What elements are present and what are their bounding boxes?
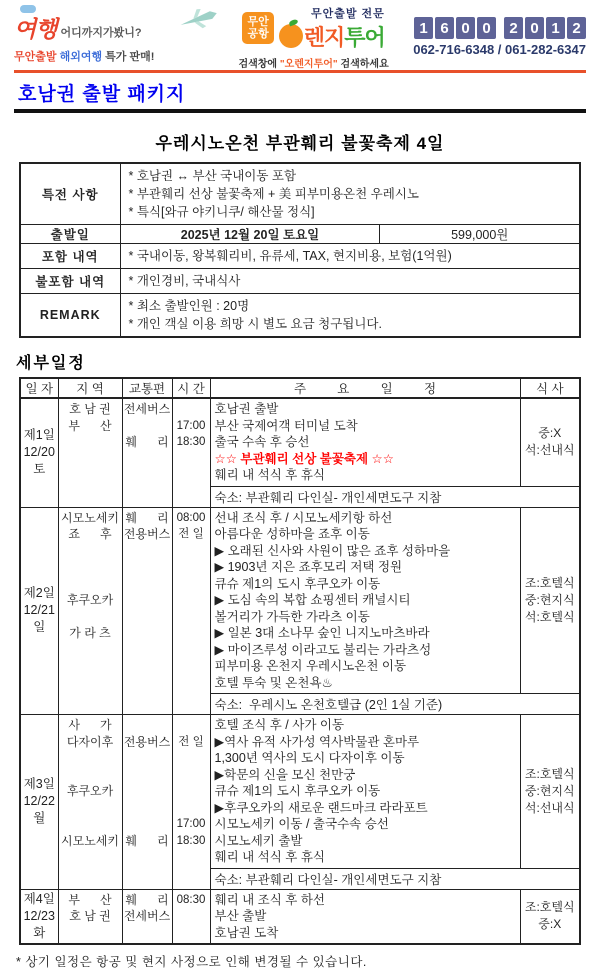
schedule-line: 호남권 도착 xyxy=(214,925,279,940)
region-line xyxy=(59,609,122,626)
day-date-line: 월 xyxy=(33,811,46,826)
subline-overseas: 해외여행 xyxy=(59,50,103,63)
schedule-line: 시모노세키 이동 / 출국수속 승선 xyxy=(214,817,389,831)
transport-line xyxy=(123,750,172,767)
schedule-line: 출국 수속 후 승선 xyxy=(214,435,310,449)
schedule-line: ▶ 일본 3대 소나무 숲인 니지노마츠바라 xyxy=(214,626,430,640)
day-date-line: 제1일 xyxy=(23,428,55,443)
black-divider xyxy=(14,109,586,113)
product-title: 우레시노온천 부관훼리 불꽃축제 4일 xyxy=(155,134,445,153)
day-regions xyxy=(58,398,122,507)
meal-line: 중:X xyxy=(538,426,562,441)
transport-line: 전세버스 xyxy=(123,909,171,923)
product-row-content xyxy=(120,269,580,294)
subline-depart: 무안출발 xyxy=(14,50,57,63)
region-line: 가 라 츠 xyxy=(69,626,111,640)
region-line: 시모노세키 xyxy=(61,510,119,525)
meal-line: 석:호텔식 xyxy=(524,609,575,624)
phone-digit: 2 xyxy=(567,17,586,39)
meal-line: 석:선내식 xyxy=(524,800,575,815)
transport-line: 전용버스 xyxy=(123,734,171,749)
region-line xyxy=(59,800,122,817)
day-row xyxy=(20,507,580,694)
region-line xyxy=(59,543,122,560)
schedule-line: ▶학문의 신을 모신 천만궁 xyxy=(214,767,356,782)
phone-digit: 0 xyxy=(456,17,475,39)
schedule-line: ▶ 마이즈루성 이라고도 불리는 가라츠성 xyxy=(214,642,432,657)
product-row-label: REMARK xyxy=(20,294,120,338)
day-schedule xyxy=(210,398,520,486)
product-line: * 최소 출발인원 : 20명 xyxy=(128,299,250,313)
day-date-line: 일 xyxy=(33,620,46,635)
agency-subline xyxy=(14,48,214,64)
brand-orange-text: 렌지 xyxy=(303,24,345,50)
time-line: 08:30 xyxy=(176,893,206,906)
product-line: * 개인경비, 국내식사 xyxy=(128,274,241,288)
day-meals xyxy=(520,889,580,944)
day-date xyxy=(20,889,58,944)
schedule-line: ▶후쿠오카의 새로운 랜드마크 라라포트 xyxy=(214,800,428,815)
transport-line xyxy=(123,783,172,800)
meal-line: 조:호텔식 xyxy=(524,575,575,590)
meal-line: 조:호텔식 xyxy=(524,900,575,915)
transport-line xyxy=(123,717,172,734)
phone-digit: 6 xyxy=(435,17,454,39)
day-schedule xyxy=(210,507,520,694)
product-row xyxy=(20,225,580,244)
footnote: * 상기 일정은 항공 및 현지 사정으로 인해 변경될 수 있습니다. xyxy=(16,955,367,969)
day-date-line: 12/23 xyxy=(23,908,55,923)
product-row xyxy=(20,244,580,269)
day-transports xyxy=(122,507,172,715)
region-line: 다자이후 xyxy=(66,734,114,749)
day-regions xyxy=(58,715,122,890)
schedule-line: 부산 출발 xyxy=(214,909,267,923)
phone-digit: 0 xyxy=(477,17,496,39)
day-date xyxy=(20,398,58,507)
product-row-label: 불포함 내역 xyxy=(20,269,120,294)
day-meals xyxy=(520,398,580,486)
region-line: 부 산 xyxy=(68,418,112,433)
transport-line xyxy=(123,767,172,784)
region-line: 호 남 권 xyxy=(69,909,111,923)
schedule-line: ▶역사 유적 사가성 역사박물관 혼마루 xyxy=(214,734,420,749)
region-line xyxy=(59,559,122,576)
day-schedule xyxy=(210,715,520,869)
cloud-icon xyxy=(20,5,36,13)
orangetour-logo xyxy=(238,5,388,70)
itinerary-table xyxy=(19,377,581,945)
phone-digits xyxy=(414,17,586,39)
day-transports xyxy=(122,715,172,890)
column-header: 식 사 xyxy=(520,378,580,398)
time-line: 전 일 xyxy=(178,528,204,540)
search-hint xyxy=(238,55,388,70)
schedule-line: 시모노세키 출발 xyxy=(214,833,303,848)
day-date-line: 제2일 xyxy=(23,586,55,601)
day-date-line: 제4일 xyxy=(23,891,55,906)
day-date-line: 제3일 xyxy=(23,777,55,792)
schedule-line: 큐슈 제1의 도시 후쿠오카 이동 xyxy=(214,576,381,591)
product-line: * 부관훼리 선상 불꽃축제 + 美 피부미용온천 우레시노 xyxy=(128,187,419,201)
meal-line: 석:선내식 xyxy=(524,443,575,458)
badge-line1: 무안 xyxy=(247,16,269,28)
product-row-label: 특전 사항 xyxy=(20,163,120,225)
agency-tagline: 어디까지가봤니? xyxy=(60,26,142,39)
lodging-info: 숙소: 부관훼리 다인실- 개인세면도구 지참 xyxy=(210,486,580,507)
day-date xyxy=(20,507,58,715)
day-transports xyxy=(122,398,172,507)
product-line: * 특식[와규 야키니쿠/ 해산물 정식] xyxy=(128,205,315,219)
schedule-line: ▶ 도심 속의 복합 쇼핑센터 캐널시티 xyxy=(214,593,411,607)
column-header: 시 간 xyxy=(172,378,210,398)
region-line: 죠 후 xyxy=(68,527,112,541)
transport-line: 훼 리 xyxy=(125,892,169,907)
schedule-line: 훼리 내 조식 후 하선 xyxy=(214,892,325,907)
meal-line: 조:호텔식 xyxy=(524,766,575,781)
orange-icon xyxy=(279,24,303,48)
region-line xyxy=(59,767,122,784)
product-row xyxy=(20,294,580,338)
product-line: * 호남권 ↔ 부산 국내이동 포함 xyxy=(128,169,297,183)
airplane-icon xyxy=(178,7,220,38)
day-times xyxy=(172,398,210,507)
schedule-line: 호텔 투숙 및 온천욕♨ xyxy=(214,675,333,690)
meal-line: 중:현지식 xyxy=(524,783,575,798)
schedule-line: 호텔 조식 후 / 사가 이동 xyxy=(214,718,345,732)
phone-numbers: 062-716-6348 / 061-282-6347 xyxy=(413,42,586,57)
day-date-line: 토 xyxy=(33,462,46,477)
region-line: 후쿠오카 xyxy=(66,784,114,798)
badge-line2: 공항 xyxy=(247,28,269,40)
day-date-line: 12/22 xyxy=(23,794,55,809)
day-times xyxy=(172,715,210,890)
product-row-content xyxy=(120,163,580,225)
brand-green-text: 투어 xyxy=(344,24,385,50)
agency-logo xyxy=(14,11,214,64)
product-table xyxy=(19,162,581,338)
region-line: 호 남 권 xyxy=(69,402,111,416)
schedule-line: 1,300년 역사의 도시 다자이후 이동 xyxy=(214,751,405,765)
time-line: 08:00 xyxy=(176,511,206,524)
transport-line xyxy=(123,418,172,435)
time-line xyxy=(173,401,210,418)
region-line: 시모노세키 xyxy=(61,833,119,848)
schedule-line: ▶ 오래된 신사와 사원이 많은 죠후 성하마을 xyxy=(214,543,451,558)
day-row xyxy=(20,715,580,869)
transport-line: 훼 리 xyxy=(125,833,169,848)
phone-digit: 1 xyxy=(414,17,433,39)
transport-line xyxy=(123,816,172,833)
phone-digit: 0 xyxy=(525,17,544,39)
schedule-line: 훼리 내 석식 후 휴식 xyxy=(214,850,325,864)
time-line: 전 일 xyxy=(178,735,204,748)
transport-line: 훼 리 xyxy=(125,435,169,449)
search-hint-suffix: 검색하세요 xyxy=(337,58,389,70)
brand-topline: 무안출발 전문 xyxy=(310,7,385,20)
product-line: * 국내이동, 왕복훼리비, 유류세, TAX, 현지비용, 보험(1억원) xyxy=(128,249,452,263)
day-regions xyxy=(58,889,122,944)
time-line xyxy=(173,783,210,800)
product-row-content xyxy=(120,294,580,338)
search-hint-prefix: 검색창에 xyxy=(238,58,280,70)
day-meals xyxy=(520,715,580,869)
day-date-line: 화 xyxy=(33,925,46,940)
transport-line: 전세버스 xyxy=(123,402,171,416)
day-date-line: 12/20 xyxy=(23,445,55,460)
schedule-line: ☆☆ 부관훼리 선상 불꽃축제 ☆☆ xyxy=(214,451,394,466)
time-line xyxy=(173,717,210,734)
section-title: 호남권 출발 패키지 xyxy=(18,84,186,105)
column-header: 지 역 xyxy=(58,378,122,398)
time-line: 17:00 xyxy=(176,419,206,432)
region-line xyxy=(59,816,122,833)
region-line xyxy=(59,750,122,767)
meal-line: 중:현지식 xyxy=(524,592,575,607)
time-line: 18:30 xyxy=(176,436,206,448)
day-transports xyxy=(122,889,172,944)
schedule-line: 부산 국제여객 터미널 도착 xyxy=(214,418,358,433)
phone-digit: 2 xyxy=(504,17,523,39)
subline-sale: 특가 판매! xyxy=(105,50,155,63)
day-regions xyxy=(58,507,122,715)
schedule-line: 큐슈 제1의 도시 후쿠오카 이동 xyxy=(214,784,381,798)
day-date-line: 12/21 xyxy=(23,603,55,618)
header xyxy=(0,0,600,70)
airport-badge xyxy=(242,12,273,44)
schedule-line: 호남권 출발 xyxy=(214,402,279,416)
price: 599,000원 xyxy=(380,225,580,244)
column-header: 교통편 xyxy=(122,378,172,398)
schedule-line: 선내 조식 후 / 시모노세키항 하선 xyxy=(214,510,393,525)
day-row xyxy=(20,889,580,944)
lodging-info: 숙소: 우레시노 온천호텔급 (2인 1실 기준) xyxy=(210,694,580,715)
schedule-line: ▶ 1903년 지은 죠후모리 저택 정원 xyxy=(214,560,403,574)
product-row-label: 포함 내역 xyxy=(20,244,120,269)
phone-digit: 1 xyxy=(546,17,565,39)
product-row xyxy=(20,163,580,225)
product-row-content xyxy=(120,244,580,269)
region-line: 후쿠오카 xyxy=(66,593,114,607)
contact-block xyxy=(413,17,586,57)
day-times xyxy=(172,507,210,715)
day-date xyxy=(20,715,58,890)
time-line xyxy=(173,800,210,817)
schedule-line: 훼리 내 석식 후 휴식 xyxy=(214,468,325,482)
product-line: * 개인 객실 이용 희망 시 별도 요금 청구됩니다. xyxy=(128,317,382,331)
transport-line: 전용버스 xyxy=(123,527,171,541)
time-line xyxy=(173,767,210,784)
column-header: 주 요 일 정 xyxy=(210,378,520,398)
schedule-line: 볼거리가 가득한 가라츠 이동 xyxy=(214,609,370,624)
time-line: 18:30 xyxy=(176,834,206,847)
region-line xyxy=(59,576,122,593)
lodging-info: 숙소: 부관훼리 다인실- 개인세면도구 지참 xyxy=(210,868,580,889)
product-row xyxy=(20,269,580,294)
itinerary-heading: 세부일정 xyxy=(16,355,86,372)
schedule-line: 아름다운 성하마을 죠후 이동 xyxy=(214,527,370,541)
day-schedule xyxy=(210,889,520,944)
time-line xyxy=(173,750,210,767)
column-header: 일 자 xyxy=(20,378,58,398)
day-meals xyxy=(520,507,580,694)
transport-line xyxy=(123,800,172,817)
product-row-label: 출발일 xyxy=(20,225,120,244)
meal-line: 중:X xyxy=(538,917,562,932)
region-line: 사 가 xyxy=(68,718,112,732)
schedule-line: 피부미용 온천지 우레시노온천 이동 xyxy=(214,659,407,673)
region-line: 부 산 xyxy=(68,892,112,907)
search-hint-brand: "오렌지투어" xyxy=(279,58,338,70)
time-line: 17:00 xyxy=(176,818,206,830)
day-times xyxy=(172,889,210,944)
day-row xyxy=(20,398,580,486)
departure-date: 2025년 12월 20일 토요일 xyxy=(120,225,380,244)
transport-line: 훼 리 xyxy=(125,510,169,525)
agency-brand: 여행 xyxy=(14,15,57,42)
